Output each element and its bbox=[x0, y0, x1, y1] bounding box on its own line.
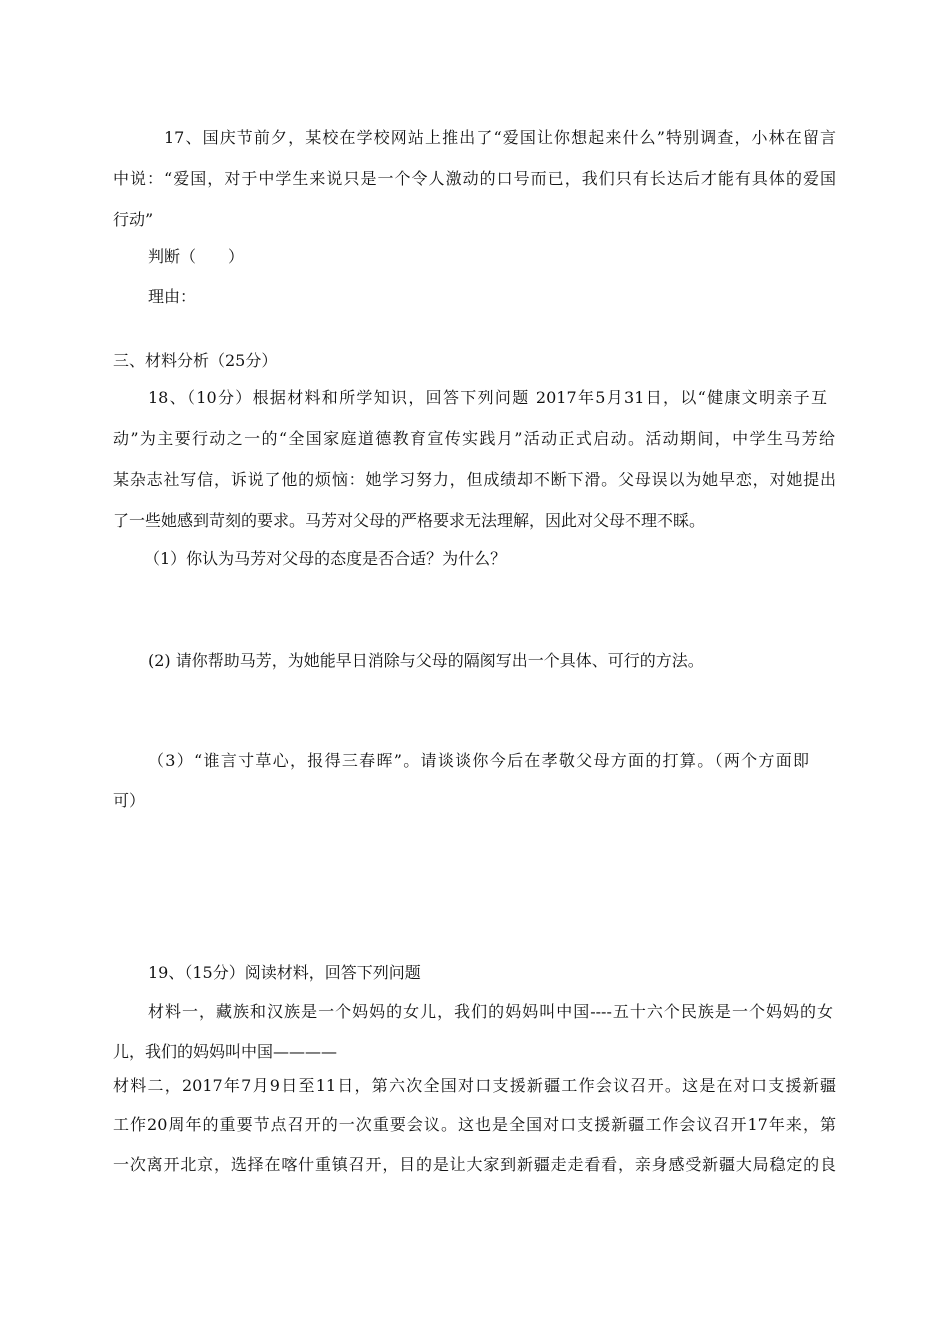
q19-material-2-line-2: 工作20周年的重要节点召开的一次重要会议。这也是全国对口支援新疆工作会议召开17年来，第 bbox=[113, 1115, 836, 1134]
q18-sub-question-3-line-2: 可） bbox=[113, 791, 146, 810]
q19-material-1-line-2: 儿，我们的妈妈叫中国———— bbox=[113, 1042, 338, 1061]
q17-line-1: 17、国庆节前夕，某校在学校网站上推出了“爱国让你想起来什么”特别调查，小林在留言 bbox=[164, 128, 836, 147]
q19-material-1-line-1: 材料一，藏族和汉族是一个妈妈的女儿，我们的妈妈叫中国----五十六个民族是一个妈妈的女 bbox=[148, 1002, 833, 1021]
q17-judge: 判断（ ） bbox=[148, 247, 245, 266]
q18-sub-question-1: （1）你认为马芳对父母的态度是否合适？为什么？ bbox=[144, 549, 507, 568]
q18-line-1: 18、（10分）根据材料和所学知识，回答下列问题 2017年5月31日，以“健康文明亲子互 bbox=[148, 388, 827, 407]
q17-reason: 理由： bbox=[148, 287, 197, 306]
q18-line-4: 了一些她感到苛刻的要求。马芳对父母的严格要求无法理解，因此对父母不理不睬。 bbox=[113, 511, 706, 530]
q17-line-3: 行动” bbox=[113, 210, 154, 229]
q18-line-2: 动”为主要行动之一的“全国家庭道德教育宣传实践月”活动正式启动。活动期间，中学生马芳给 bbox=[113, 429, 835, 448]
section-3-title: 三、材料分析（25分） bbox=[113, 351, 278, 370]
q19-material-2-line-3: 一次离开北京，选择在喀什重镇召开，目的是让大家到新疆走走看看，亲身感受新疆大局稳定的良 bbox=[113, 1155, 836, 1174]
q17-line-2: 中说：“爱国，对于中学生来说只是一个令人激动的口号而已，我们只有长达后才能有具体的爱国 bbox=[113, 169, 836, 188]
q18-sub-question-3-line-1: （3）“谁言寸草心，报得三春晖”。请谈谈你今后在孝敬父母方面的打算。（两个方面即 bbox=[148, 751, 809, 770]
q19-title: 19、（15分）阅读材料，回答下列问题 bbox=[148, 963, 421, 982]
q18-line-3: 某杂志社写信，诉说了他的烦恼：她学习努力，但成绩却不断下滑。父母误以为她早恋，对她提出 bbox=[113, 470, 836, 489]
q18-sub-question-2: (2) 请你帮助马芳，为她能早日消除与父母的隔阂写出一个具体、可行的方法。 bbox=[148, 651, 704, 670]
q19-material-2-line-1: 材料二，2017年7月9日至11日，第六次全国对口支援新疆工作会议召开。这是在对口支援新疆 bbox=[113, 1076, 836, 1095]
